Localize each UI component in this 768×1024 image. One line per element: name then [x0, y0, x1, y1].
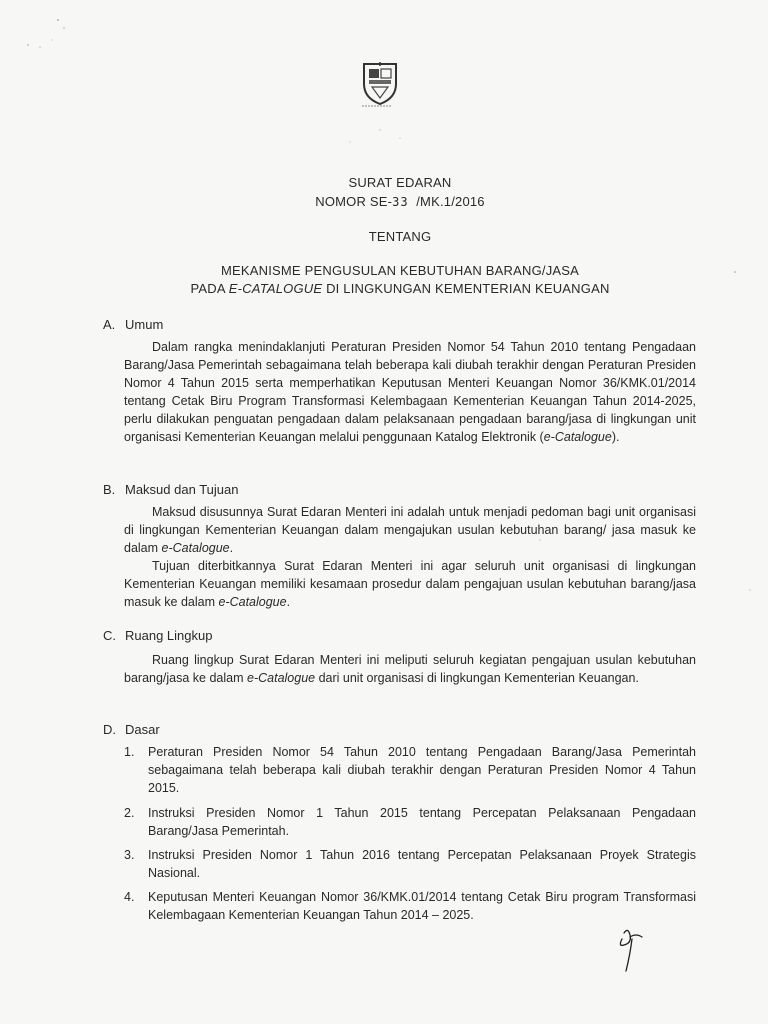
- section-b-p2-end: .: [286, 595, 291, 609]
- section-d-heading: [103, 722, 160, 737]
- section-b-p2-italic: e-Catalogue: [218, 595, 287, 609]
- section-b-paragraph-2: [124, 557, 696, 611]
- section-c-text-italic: e-Catalogue: [247, 671, 316, 685]
- subject-line-2-suffix: DI LINGKUNGAN KEMENTERIAN KEUANGAN: [322, 281, 610, 296]
- section-d-title: Dasar: [125, 722, 160, 737]
- section-b-letter: B.: [103, 482, 116, 497]
- list-item-text: Instruksi Presiden Nomor 1 Tahun 2016 tentang Percepatan Pelaksanaan Proyek Strategis Nasional.: [148, 848, 696, 880]
- section-c-title: Ruang Lingkup: [125, 628, 213, 643]
- list-item-number: 4.: [124, 890, 135, 904]
- section-b-p2-text: Tujuan diterbitkannya Surat Edaran Menteri ini agar seluruh unit organisasi di lingkungan Kementerian Keuangan memiliki kesamaan prosedur dalam pengajuan usulan kebutuhan barang/jasa masuk ke dalam: [124, 559, 696, 609]
- doc-number-handwritten: 33: [392, 195, 409, 209]
- section-c-text-end: dari unit organisasi di lingkungan Kementerian Keuangan.: [315, 671, 639, 685]
- section-b-p1-italic: e-Catalogue: [161, 541, 230, 555]
- section-a-text-italic: e-Catalogue: [543, 430, 612, 444]
- section-b-heading: [103, 482, 238, 497]
- section-a-heading: [103, 317, 163, 332]
- section-b-p1-end: .: [229, 541, 234, 555]
- subject-line-2: [0, 281, 768, 296]
- section-c-text: Ruang lingkup Surat Edaran Menteri ini meliputi seluruh kegiatan pengajuan usulan kebutuhan barang/jasa ke dalam: [124, 653, 696, 685]
- ministry-crest-logo: [360, 60, 400, 106]
- section-a-paragraph: [124, 338, 696, 446]
- section-b-paragraph-1: [124, 503, 696, 557]
- list-item-number: 1.: [124, 745, 135, 759]
- paraf-signature-icon: [610, 925, 650, 975]
- section-a-text-end: ).: [611, 430, 620, 444]
- section-b-title: Maksud dan Tujuan: [125, 482, 239, 497]
- tentang-heading: TENTANG: [368, 229, 432, 244]
- doc-number-suffix: /MK.1/2016: [416, 194, 485, 209]
- list-item-number: 2.: [124, 806, 135, 820]
- subject-line-1: MEKANISME PENGUSULAN KEBUTUHAN BARANG/JASA: [220, 263, 580, 278]
- section-a-title: Umum: [125, 317, 164, 332]
- subject-line-2-prefix: PADA: [190, 281, 229, 296]
- section-a-text: Dalam rangka menindaklanjuti Peraturan Presiden Nomor 54 Tahun 2010 tentang Pengadaan Barang/Jasa Pemerintah sebagaimana telah beberapa kali diubah terakhir dengan Peraturan Presiden Nomor 4 Tahun 2015 serta memperhatikan Keputusan Menteri Keuangan Nomor 36/KMK.01/2014 tentang Cetak Biru Program Transformasi Kelembagaan Kementerian Keuangan Tahun 2014-2025, perlu dilakukan penguatan pengadaan dalam pelaksanaan pengadaan barang/jasa di lingkungan unit organisasi Kementerian Keuangan melalui penggunaan Katalog Elektronik (: [124, 340, 696, 444]
- section-a-letter: A.: [103, 317, 116, 332]
- list-item-text: Peraturan Presiden Nomor 54 Tahun 2010 tentang Pengadaan Barang/Jasa Pemerintah sebagaimana telah beberapa kali diubah terakhir dengan Peraturan Presiden Nomor 4 Tahun 2015.: [148, 745, 696, 795]
- crest-motto-ribbon: [362, 104, 392, 108]
- section-c-paragraph: [124, 651, 696, 687]
- section-b-p1-text: Maksud disusunnya Surat Edaran Menteri ini adalah untuk menjadi pedoman bagi unit organisasi di lingkungan Kementerian Keuangan dalam mengajukan usulan kebutuhan barang/ jasa masuk ke dalam: [124, 505, 696, 555]
- section-d-letter: D.: [103, 722, 116, 737]
- doc-number-prefix: NOMOR SE-: [315, 194, 393, 209]
- list-item-number: 3.: [124, 848, 135, 862]
- section-c-letter: C.: [103, 628, 116, 643]
- list-item-text: Instruksi Presiden Nomor 1 Tahun 2015 tentang Percepatan Pelaksanaan Pengadaan Barang/Jasa Pemerintah.: [148, 806, 696, 838]
- subject-line-2-italic: E-CATALOGUE: [228, 281, 323, 296]
- section-c-heading: [103, 628, 212, 643]
- doc-number: [0, 194, 768, 209]
- doc-type-heading: SURAT EDARAN: [348, 175, 452, 190]
- list-item-text: Keputusan Menteri Keuangan Nomor 36/KMK.01/2014 tentang Cetak Biru program Transformasi Kelembagaan Kementerian Keuangan Tahun 2014 – 2025.: [148, 890, 696, 922]
